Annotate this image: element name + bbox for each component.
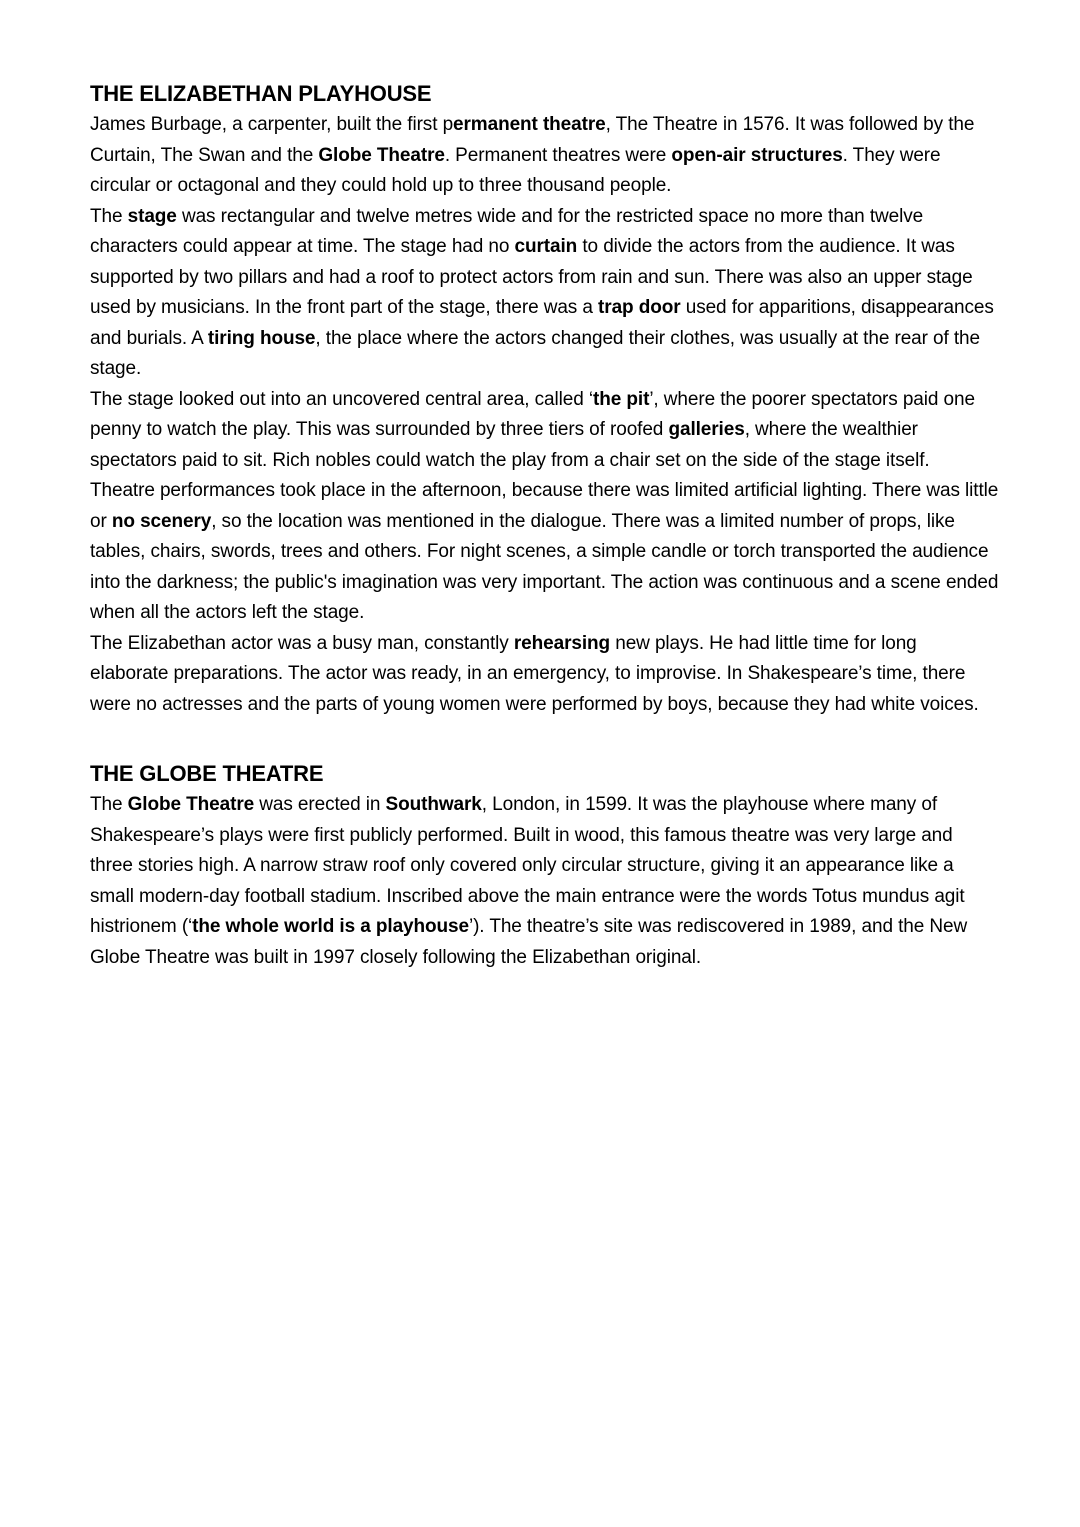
text-run: The Elizabethan actor was a busy man, constantly: [90, 632, 514, 654]
bold-term: trap door: [598, 297, 681, 318]
text-run: , where the wealthier spectators paid to sit. Rich nobles could watch the play from a chair set on the side of the stage itself.: [90, 419, 930, 471]
text-run: The: [90, 794, 128, 815]
text-run: . They were circular or octagonal and they could hold up to three thousand people.: [90, 144, 941, 196]
text-run: ’, where the poorer spectators paid one penny to watch the play. This was surrounded by three tiers of roofed: [90, 388, 975, 440]
heading-globe-theatre: THE GLOBE THEATRE: [90, 761, 324, 786]
bold-term: tiring house: [207, 327, 316, 349]
text-run: was erected in: [254, 794, 386, 815]
bold-term: Globe Theatre: [318, 144, 445, 166]
document-page: [90, 78, 1000, 973]
bold-term: open-air structures: [671, 144, 843, 166]
text-run: , The Theatre in 1576. It was followed by the Curtain, The Swan and the: [90, 114, 975, 166]
text-run: , London, in 1599. It was the playhouse where many of Shakespeare’s plays were first publicly performed. Built in wood, this famous theatre was very large and three stories high. A narrow straw roof only covered only circular structure, giving it an appearance like a small modern-day football stadium. Inscribed above the main entrance were the words Totus mundus agit histrionem (‘: [90, 794, 965, 937]
bold-term: the whole world is a playhouse: [192, 916, 469, 937]
paragraph-the-pit: [90, 385, 1000, 477]
text-run: The: [90, 205, 128, 227]
text-run: was rectangular and twelve metres wide and for the restricted space no more than twelve characters could appear at time. The stage had no: [90, 205, 924, 257]
text-run: new plays. He had little time for long elaborate preparations. The actor was ready, in an emergency, to improvise. In Shakespeare’s time, there were no actresses and the parts of young women were performed by boys, because they had white voices.: [90, 632, 979, 715]
paragraph-stage: [90, 202, 1000, 385]
paragraph-elizabethan-actor: [90, 629, 1000, 721]
bold-term: rehearsing: [513, 632, 611, 654]
text-run: to divide the actors from the audience. It was supported by two pillars and had a roof to protect actors from rain and sun. There was also an upper stage used by musicians. In the front part of the stage, there was a: [90, 236, 973, 318]
paragraph-globe-theatre: [90, 790, 1000, 973]
heading-elizabethan-playhouse: THE ELIZABETHAN PLAYHOUSE: [90, 81, 432, 106]
text-run: used for apparitions, disappearances and burials. A: [90, 297, 994, 349]
text-run: ’). The theatre’s site was rediscovered in 1989, and the New Globe Theatre was built in 1997 closely following the Elizabethan original.: [90, 916, 968, 968]
bold-term: curtain: [514, 236, 578, 257]
bold-term: the pit: [593, 388, 650, 410]
paragraph-performances: [90, 476, 1000, 629]
bold-term: no scenery: [111, 510, 212, 532]
text-run: Theatre performances took place in the afternoon, because there was limited artificial lighting. There was little or: [90, 480, 999, 532]
bold-term: Globe Theatre: [127, 794, 255, 815]
text-run: . Permanent theatres were: [444, 144, 672, 166]
text-run: The stage looked out into an uncovered central area, called ‘: [90, 388, 594, 410]
text-run: James Burbage, a carpenter, built the first p: [90, 114, 454, 135]
section-spacer: [90, 720, 1000, 758]
text-run: , the place where the actors changed their clothes, was usually at the rear of the stage.: [90, 327, 980, 379]
bold-term: ermanent theatre: [453, 114, 606, 135]
bold-term: stage: [127, 205, 177, 227]
text-run: , so the location was mentioned in the dialogue. There was a limited number of props, like tables, chairs, swords, trees and others. For night scenes, a simple candle or torch transported the audience into the darkness; the public's imagination was very important. The action was continuous and a scene ended when all the actors left the stage.: [90, 510, 999, 623]
bold-term: galleries: [668, 419, 745, 440]
paragraph-permanent-theatres: [90, 110, 1000, 202]
bold-term: Southwark: [385, 794, 482, 815]
